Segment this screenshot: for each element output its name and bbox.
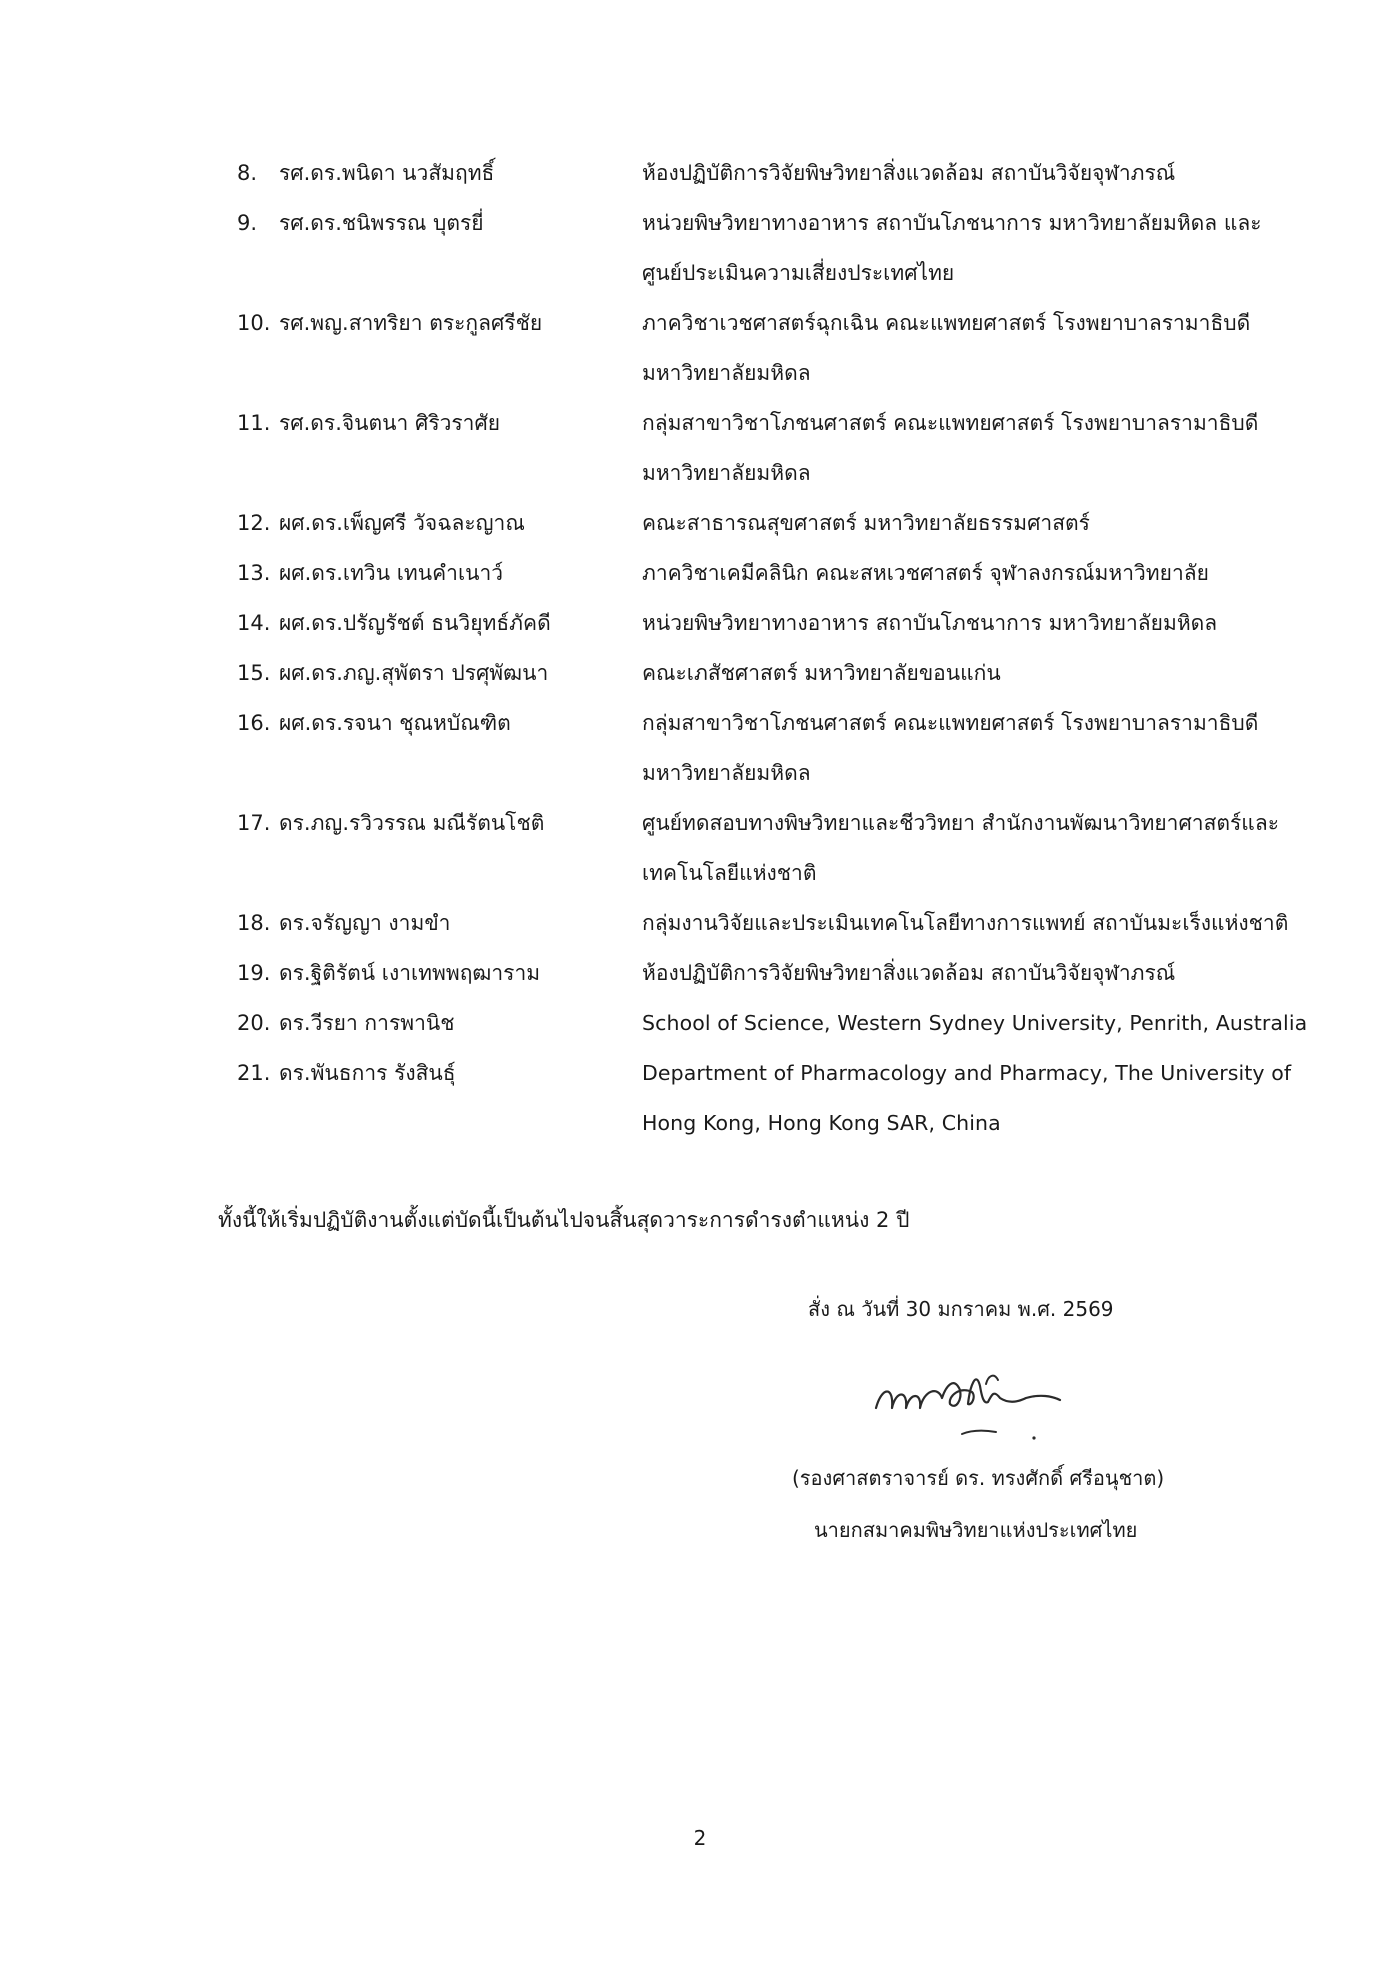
affiliation-line: มหาวิทยาลัยมหิดล xyxy=(642,361,811,385)
order-date: สั่ง ณ วันที่ 30 มกราคม พ.ศ. 2569 xyxy=(808,1297,1114,1321)
affiliation-line: ห้องปฏิบัติการวิจัยพิษวิทยาสิ่งแวดล้อม สถาบันวิจัยจุฬาภรณ์ xyxy=(642,961,1176,985)
affiliation-line: หน่วยพิษวิทยาทางอาหาร สถาบันโภชนาการ มหาวิทยาลัยมหิดล และ xyxy=(642,211,1262,235)
member-name: ผศ.ดร.เทวิน เทนคำเนาว์ xyxy=(279,561,504,585)
member-name: ผศ.ดร.เพ็ญศรี วัจฉละญาณ xyxy=(279,511,525,535)
member-number: 9. xyxy=(237,211,258,235)
member-name: ผศ.ดร.ปรัญรัชต์ ธนวิยุทธ์ภัคดี xyxy=(279,611,551,635)
member-name: รศ.ดร.ชนิพรรณ บุตรยี่ xyxy=(279,211,484,235)
member-row xyxy=(237,948,1317,998)
member-name: รศ.พญ.สาทริยา ตระกูลศรีชัย xyxy=(279,311,543,335)
affiliation-line: มหาวิทยาลัยมหิดล xyxy=(642,461,811,485)
member-affiliation xyxy=(642,498,1292,548)
member-affiliation xyxy=(642,648,1292,698)
member-number: 12. xyxy=(237,511,271,535)
affiliation-line: School of Science, Western Sydney University, Penrith, Australia xyxy=(642,1011,1308,1035)
member-number: 18. xyxy=(237,911,271,935)
member-name: ดร.วีรยา การพานิช xyxy=(279,1011,455,1035)
member-name: ดร.พันธการ รังสินธุ์ xyxy=(279,1061,456,1085)
member-name: ผศ.ดร.รจนา ชุณหบัณฑิต xyxy=(279,711,511,735)
member-row xyxy=(237,398,1317,498)
member-number: 13. xyxy=(237,561,271,585)
member-name: ดร.ฐิติรัตน์ เงาเทพพฤฒาราม xyxy=(279,961,541,985)
member-number: 8. xyxy=(237,161,258,185)
member-affiliation xyxy=(642,548,1292,598)
member-number: 16. xyxy=(237,711,271,735)
affiliation-line: ภาควิชาเวชศาสตร์ฉุกเฉิน คณะแพทยศาสตร์ โรงพยาบาลรามาธิบดี xyxy=(642,311,1251,335)
member-number: 19. xyxy=(237,961,271,985)
member-number: 11. xyxy=(237,411,271,435)
member-affiliation xyxy=(642,198,1292,298)
affiliation-line: ศูนย์ประเมินความเสี่ยงประเทศไทย xyxy=(642,261,955,285)
member-name: ดร.จรัญญา งามขำ xyxy=(279,911,451,935)
member-affiliation xyxy=(642,1048,1292,1148)
member-number: 17. xyxy=(237,811,271,835)
member-affiliation xyxy=(642,998,1308,1048)
signer-title: นายกสมาคมพิษวิทยาแห่งประเทศไทย xyxy=(814,1518,1138,1542)
member-row xyxy=(237,998,1317,1048)
member-row xyxy=(237,548,1317,598)
affiliation-line: Department of Pharmacology and Pharmacy, The University of xyxy=(642,1061,1292,1085)
member-number: 21. xyxy=(237,1061,271,1085)
signer-name: (รองศาสตราจารย์ ดร. ทรงศักดิ์ ศรีอนุชาต) xyxy=(792,1466,1165,1490)
term-statement: ทั้งนี้ให้เริ่มปฏิบัติงานตั้งแต่บัดนี้เป็นต้นไปจนสิ้นสุดวาระการดำรงตำแหน่ง 2 ปี xyxy=(218,1208,910,1232)
member-row xyxy=(237,298,1317,398)
member-affiliation xyxy=(642,298,1292,398)
member-row xyxy=(237,798,1317,898)
member-row xyxy=(237,198,1317,298)
member-affiliation xyxy=(642,148,1292,198)
member-name: รศ.ดร.พนิดา นวสัมฤทธิ์ xyxy=(279,161,495,185)
affiliation-line: เทคโนโลยีแห่งชาติ xyxy=(642,861,817,885)
member-row xyxy=(237,1048,1317,1148)
affiliation-line: Hong Kong, Hong Kong SAR, China xyxy=(642,1111,1001,1135)
member-number: 10. xyxy=(237,311,271,335)
member-row xyxy=(237,698,1317,798)
affiliation-line: หน่วยพิษวิทยาทางอาหาร สถาบันโภชนาการ มหาวิทยาลัยมหิดล xyxy=(642,611,1218,635)
committee-member-list xyxy=(237,148,1317,1148)
member-number: 14. xyxy=(237,611,271,635)
member-row xyxy=(237,648,1317,698)
handwritten-signature xyxy=(864,1346,1084,1446)
affiliation-line: ห้องปฏิบัติการวิจัยพิษวิทยาสิ่งแวดล้อม สถาบันวิจัยจุฬาภรณ์ xyxy=(642,161,1176,185)
member-affiliation xyxy=(642,698,1292,798)
affiliation-line: กลุ่มสาขาวิชาโภชนศาสตร์ คณะแพทยศาสตร์ โรงพยาบาลรามาธิบดี xyxy=(642,411,1259,435)
affiliation-line: กลุ่มสาขาวิชาโภชนศาสตร์ คณะแพทยศาสตร์ โรงพยาบาลรามาธิบดี xyxy=(642,711,1259,735)
member-row xyxy=(237,898,1317,948)
affiliation-line: ศูนย์ทดสอบทางพิษวิทยาและชีววิทยา สำนักงานพัฒนาวิทยาศาสตร์และ xyxy=(642,811,1279,835)
member-affiliation xyxy=(642,898,1292,948)
member-affiliation xyxy=(642,798,1292,898)
member-row xyxy=(237,148,1317,198)
affiliation-line: คณะสาธารณสุขศาสตร์ มหาวิทยาลัยธรรมศาสตร์ xyxy=(642,511,1090,535)
affiliation-line: คณะเภสัชศาสตร์ มหาวิทยาลัยขอนแก่น xyxy=(642,661,1001,685)
member-row xyxy=(237,498,1317,548)
member-affiliation xyxy=(642,948,1292,998)
member-name: รศ.ดร.จินตนา ศิริวราศัย xyxy=(279,411,501,435)
member-name: ผศ.ดร.ภญ.สุพัตรา ปรศุพัฒนา xyxy=(279,661,549,685)
affiliation-line: มหาวิทยาลัยมหิดล xyxy=(642,761,811,785)
affiliation-line: ภาควิชาเคมีคลินิก คณะสหเวชศาสตร์ จุฬาลงกรณ์มหาวิทยาลัย xyxy=(642,561,1209,585)
member-number: 20. xyxy=(237,1011,271,1035)
member-affiliation xyxy=(642,398,1292,498)
affiliation-line: กลุ่มงานวิจัยและประเมินเทคโนโลยีทางการแพทย์ สถาบันมะเร็งแห่งชาติ xyxy=(642,911,1289,935)
member-number: 15. xyxy=(237,661,271,685)
member-name: ดร.ภญ.รวิวรรณ มณีรัตนโชติ xyxy=(279,811,545,835)
member-row xyxy=(237,598,1317,648)
page-number: 2 xyxy=(693,1826,707,1850)
member-affiliation xyxy=(642,598,1292,648)
